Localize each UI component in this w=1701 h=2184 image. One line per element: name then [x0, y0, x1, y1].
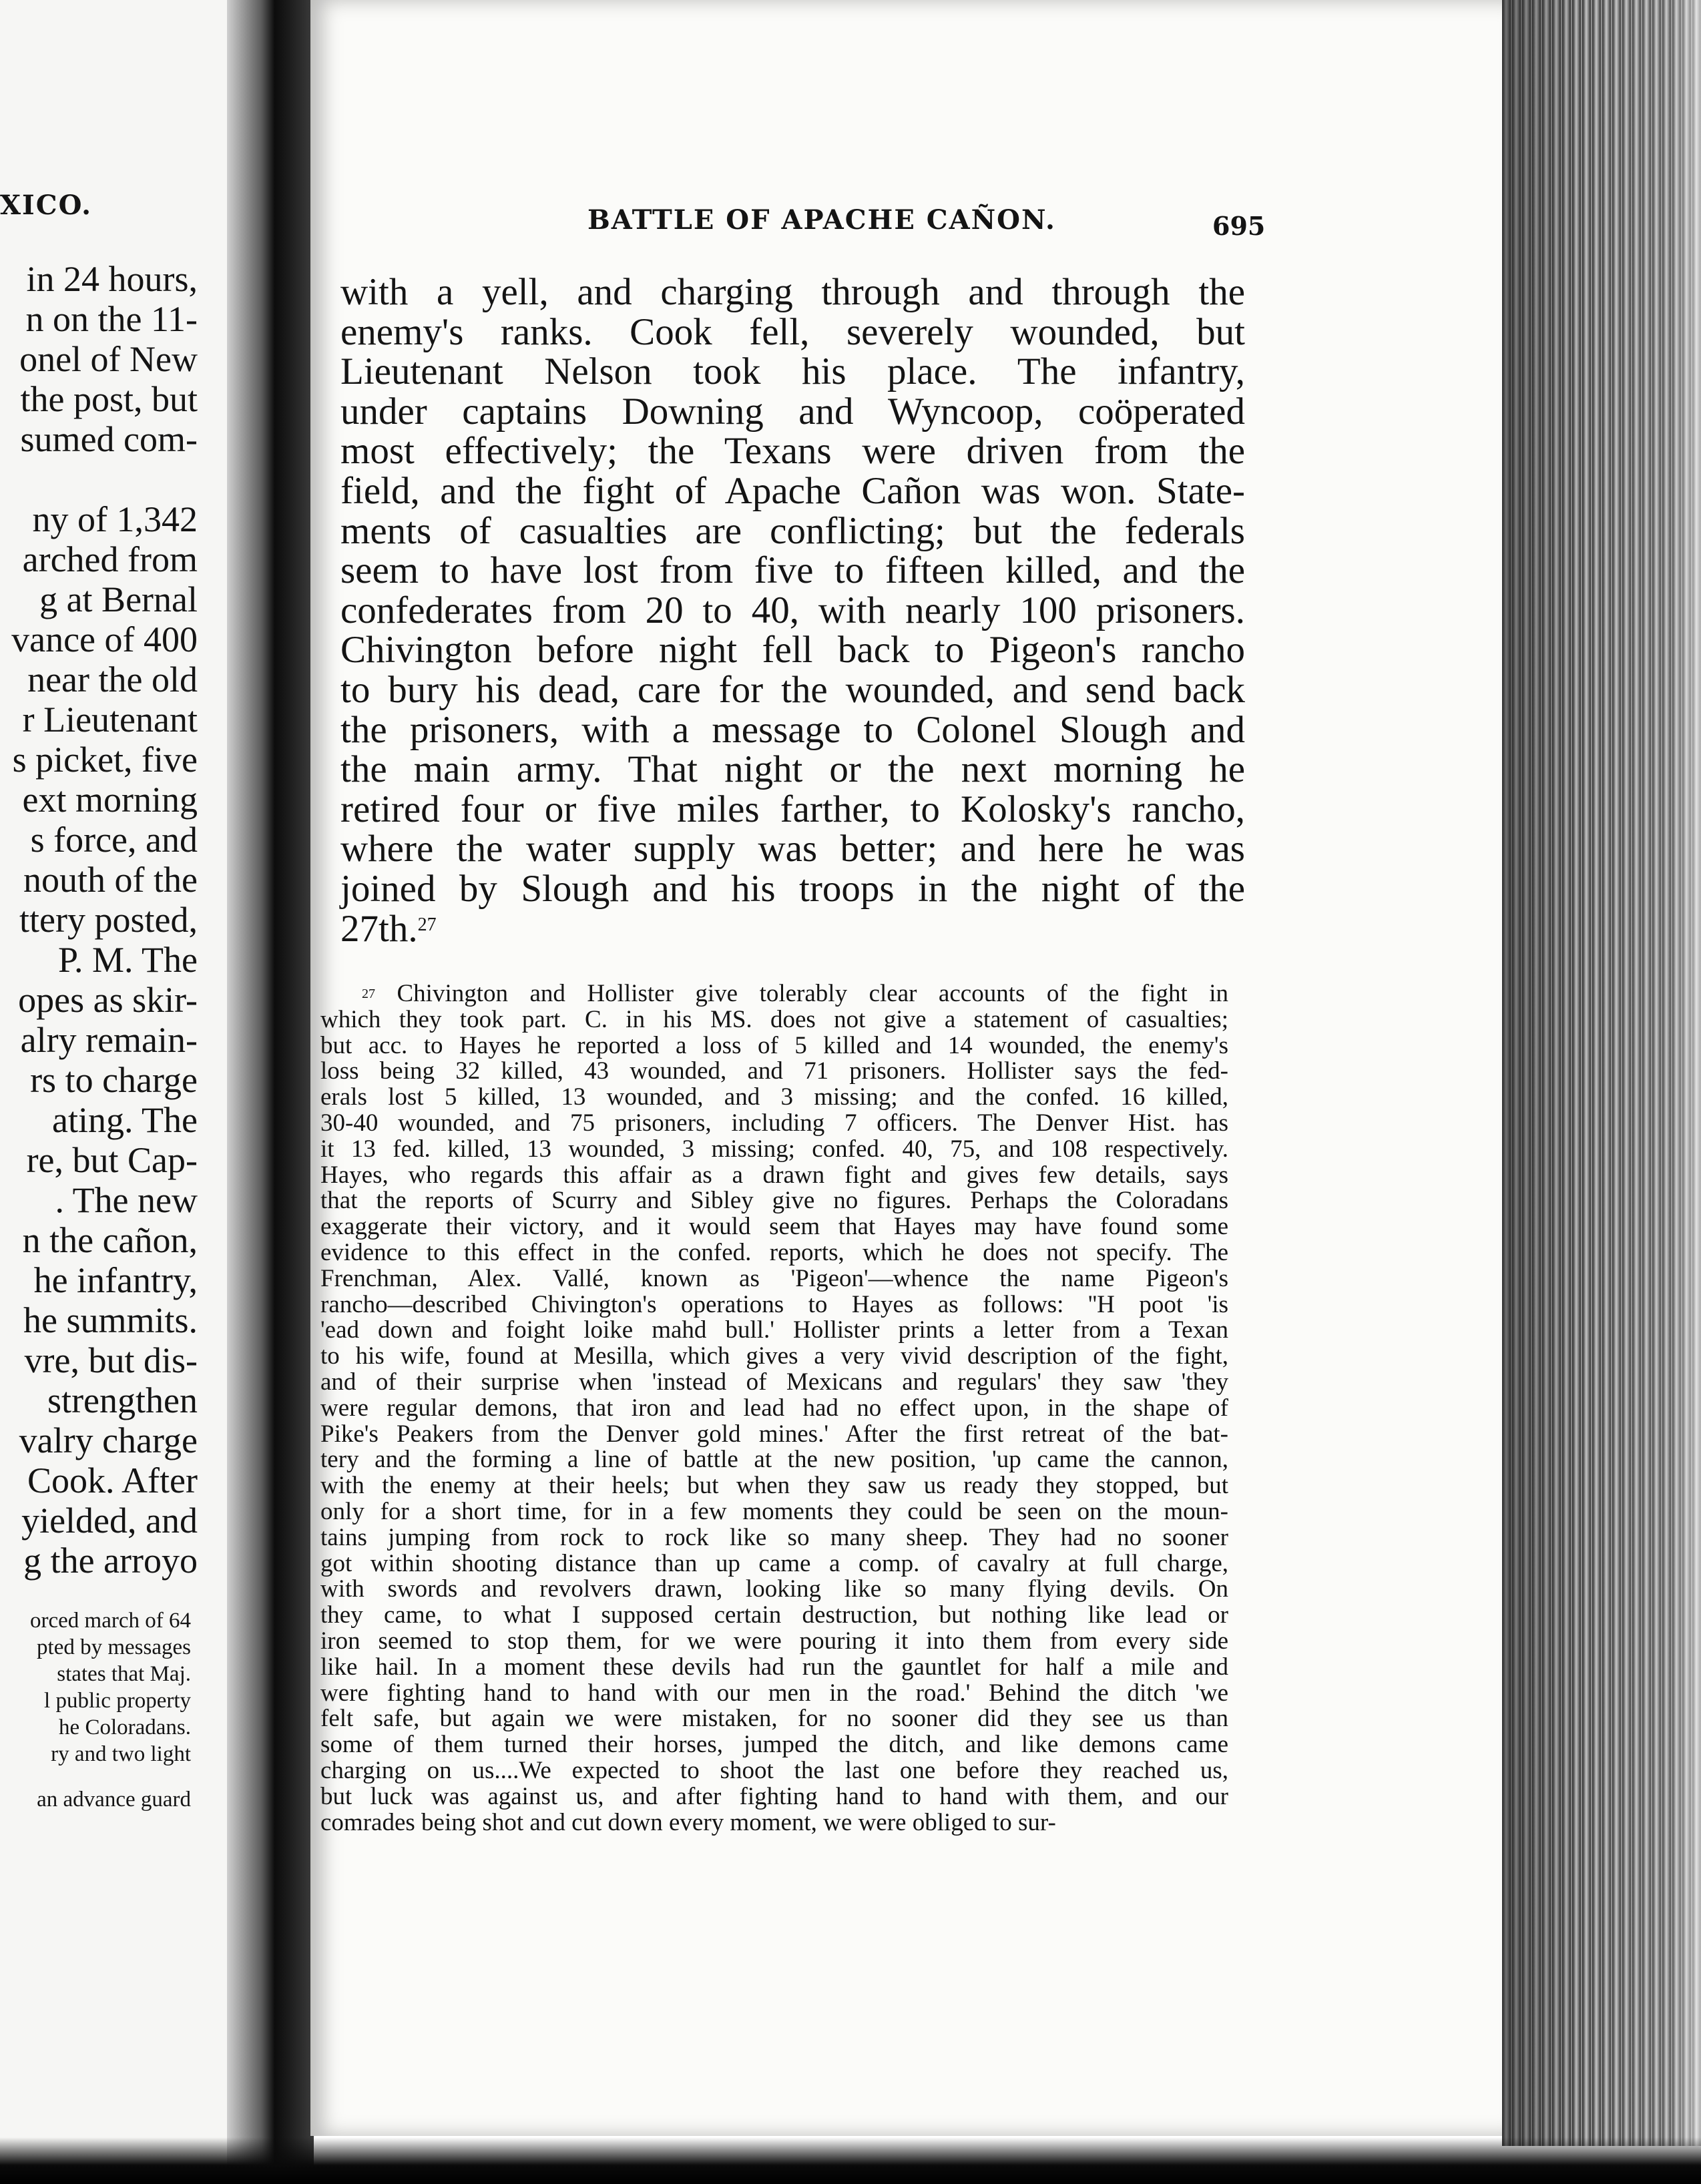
- footnote-line: got within shooting distance than up came a comp. of cavalry at full charge,: [320, 1551, 1228, 1577]
- previous-page-footnote-line: he Coloradans.: [59, 1715, 191, 1739]
- body-line: [340, 909, 1245, 949]
- body-line: to bury his dead, care for the wounded, and send back: [340, 668, 1245, 711]
- footnote-line: exaggerate their victory, and it would seem that Hayes may have found some: [320, 1214, 1228, 1240]
- footnote-line: iron seemed to stop them, for we were pouring it into them from every side: [320, 1628, 1228, 1655]
- body-line: seem to have lost from five to fifteen killed, and the: [340, 549, 1245, 592]
- previous-page-line: nouth of the: [23, 860, 198, 900]
- previous-page-line: Cook. After: [27, 1460, 198, 1500]
- footnote-line: but luck was against us, and after fighting hand to hand with them, and our: [320, 1784, 1228, 1810]
- book-gutter-shadow: [227, 0, 314, 2184]
- footnote-line: with the enemy at their heels; but when they saw us ready they stopped, but: [320, 1473, 1228, 1499]
- previous-page-line: n on the 11-: [25, 299, 198, 339]
- footnote-line: Pike's Peakers from the Denver gold mines.' After the first retreat of the bat-: [320, 1421, 1228, 1448]
- footnote-line: tery and the forming a line of battle at the new position, 'up came the cannon,: [320, 1447, 1228, 1474]
- footnote-line: to his wife, found at Mesilla, which gives a very vivid description of the fight,: [320, 1344, 1228, 1370]
- previous-page-body: [11, 259, 198, 1581]
- previous-page-footnote-line: an advance guard: [37, 1788, 191, 1812]
- previous-page-line: opes as skir-: [18, 980, 198, 1020]
- footnote-line: tains jumping from rock to rock like so many sheep. They had no sooner: [320, 1525, 1228, 1551]
- previous-page-line: s picket, five: [12, 740, 198, 780]
- footnote-line: 'ead down and foight loike mahd bull.' Hollister prints a letter from a Texan: [320, 1318, 1228, 1344]
- body-line: under captains Downing and Wyncoop, coöperated: [340, 390, 1245, 433]
- footnote-line: were regular demons, that iron and lead had no effect upon, in the shape of: [320, 1395, 1228, 1422]
- previous-page-line: near the old: [27, 659, 198, 700]
- previous-page-line: rs to charge: [30, 1060, 198, 1100]
- footnote-line: $^{27}$ Chivington and Hollister give tolerably clear accounts of the fight in: [362, 981, 1228, 1007]
- previous-page-line: the post, but: [20, 379, 198, 419]
- previous-page-line: onel of New: [19, 339, 198, 379]
- previous-page-line: s force, and: [30, 820, 198, 860]
- previous-page-footnote-line: states that Maj.: [57, 1662, 191, 1686]
- footnote-line: were fighting hand to hand with our men in the road.' Behind the ditch 'we: [320, 1680, 1228, 1707]
- body-text: [340, 272, 1245, 948]
- previous-page-line: g the arroyo: [23, 1541, 198, 1581]
- body-line: most effectively; the Texans were driven from the: [340, 430, 1245, 473]
- previous-page-line: r Lieutenant: [22, 700, 198, 740]
- previous-page-line: g at Bernal: [39, 579, 198, 619]
- previous-page-footnotes: [30, 1607, 191, 1813]
- previous-page-line: . The new: [55, 1180, 198, 1220]
- footnote-line: rancho—described Chivington's operations to Hayes as follows: ''H poot 'is: [320, 1292, 1228, 1318]
- body-line: where the water supply was better; and here he was: [340, 828, 1245, 870]
- previous-page-line: he infantry,: [33, 1260, 198, 1300]
- footnote-line: which they took part. C. in his MS. does not give a statement of casualties;: [320, 1007, 1228, 1033]
- footnote-line: and of their surprise when 'instead of Mexicans and regulars' they saw 'they: [320, 1369, 1228, 1396]
- previous-page-line: P. M. The: [57, 940, 198, 980]
- previous-page-line: re, but Cap-: [26, 1140, 198, 1180]
- previous-page-line: yielded, and: [21, 1500, 198, 1541]
- footnote-line: they came, to what I supposed certain destruction, but nothing like lead or: [320, 1603, 1228, 1629]
- body-line: Lieutenant Nelson took his place. The infantry,: [340, 350, 1245, 393]
- previous-page-line: sumed com-: [20, 419, 198, 459]
- footnote-line: comrades being shot and cut down every moment, we were obliged to sur-: [320, 1810, 1056, 1836]
- bottom-shadow: [0, 2137, 1701, 2184]
- footnote-line: but acc. to Hayes he reported a loss of 5 killed and 14 wounded, the enemy's: [320, 1033, 1228, 1059]
- body-line: ments of casualties are conflicting; but the federals: [340, 509, 1245, 552]
- footnote-line: with swords and revolvers drawn, looking like so many flying devils. On: [320, 1577, 1228, 1603]
- footnote-block: [320, 981, 1228, 1836]
- previous-page-line: he summits.: [23, 1300, 198, 1340]
- footnote-line: charging on us....We expected to shoot the last one before they reached us,: [320, 1757, 1228, 1784]
- footnote-line: like hail. In a moment these devils had run the gauntlet for half a mile and: [320, 1654, 1228, 1681]
- body-line: the prisoners, with a message to Colonel Slough and: [340, 708, 1245, 751]
- page-number: 695: [1212, 211, 1266, 241]
- previous-page-line: ttery posted,: [19, 900, 198, 940]
- body-line: retired four or five miles farther, to Kolosky's rancho,: [340, 788, 1245, 830]
- body-line: confederates from 20 to 40, with nearly 100 prisoners.: [340, 589, 1245, 631]
- body-line: enemy's ranks. Cook fell, severely wounded, but: [340, 310, 1245, 353]
- previous-page-line: arched from: [22, 539, 198, 579]
- previous-page-line: alry remain-: [20, 1020, 198, 1060]
- footnote-line: loss being 32 killed, 43 wounded, and 71 prisoners. Hollister says the fed-: [320, 1059, 1228, 1085]
- book-page-edges-shading: [1502, 0, 1701, 2146]
- previous-page: [0, 0, 240, 2184]
- footnote-line: it 13 fed. killed, 13 wounded, 3 missing; confed. 40, 75, and 108 respectively.: [320, 1136, 1228, 1163]
- footnote-line: only for a short time, for in a few moments they could be seen on the moun-: [320, 1498, 1228, 1525]
- previous-page-line: strengthen: [47, 1380, 198, 1420]
- body-line: joined by Slough and his troops in the night of the: [340, 867, 1245, 910]
- previous-page-footnote-line: ry and two light: [51, 1742, 191, 1766]
- previous-page-line: ating. The: [52, 1100, 198, 1140]
- footnote-line: some of them turned their horses, jumped the ditch, and like demons came: [320, 1732, 1228, 1758]
- previous-page-line: [11, 459, 198, 499]
- footnote-line: evidence to this effect in the confed. reports, which he does not specify. The: [320, 1240, 1228, 1266]
- previous-page-line: ny of 1,342: [32, 499, 198, 539]
- body-last-line-text: 27th.: [340, 907, 418, 950]
- footnote-reference: 27: [417, 914, 437, 935]
- previous-page-footnote-line: orced march of 64: [30, 1609, 191, 1633]
- body-line: Chivington before night fell back to Pigeon's rancho: [340, 629, 1245, 671]
- previous-page-line: ext morning: [22, 780, 198, 820]
- previous-page-footnote-line: l public property: [44, 1689, 191, 1713]
- body-line: the main army. That night or the next morning he: [340, 748, 1245, 791]
- previous-page-line: valry charge: [19, 1420, 198, 1460]
- footnote-line: that the reports of Scurry and Sibley give no figures. Perhaps the Coloradans: [320, 1188, 1228, 1215]
- footnote-line: erals lost 5 killed, 13 wounded, and 3 missing; and the confed. 16 killed,: [320, 1085, 1228, 1111]
- footnote-line: Hayes, who regards this affair as a drawn fight and gives few details, says: [320, 1162, 1228, 1189]
- previous-page-line: n the cañon,: [22, 1220, 198, 1260]
- footnote-line: Frenchman, Alex. Vallé, known as 'Pigeon'—whence the name Pigeon's: [320, 1266, 1228, 1292]
- previous-page-running-head: XICO.: [0, 190, 93, 221]
- body-line: with a yell, and charging through and through the: [340, 271, 1245, 313]
- footnote-line: 30-40 wounded, and 75 prisoners, including 7 officers. The Denver Hist. has: [320, 1110, 1228, 1137]
- previous-page-line: in 24 hours,: [26, 259, 198, 299]
- body-line: field, and the fight of Apache Cañon was won. State-: [340, 469, 1245, 512]
- running-head: BATTLE OF APACHE CAÑON.: [587, 204, 1056, 236]
- footnote-marker: 27: [362, 987, 375, 1001]
- previous-page-line: vance of 400: [11, 619, 198, 659]
- previous-page-footnote-line: pted by messages: [37, 1635, 191, 1659]
- footnote-line: felt safe, but again we were mistaken, for no sooner did they see us than: [320, 1706, 1228, 1733]
- previous-page-line: vre, but dis-: [24, 1340, 198, 1380]
